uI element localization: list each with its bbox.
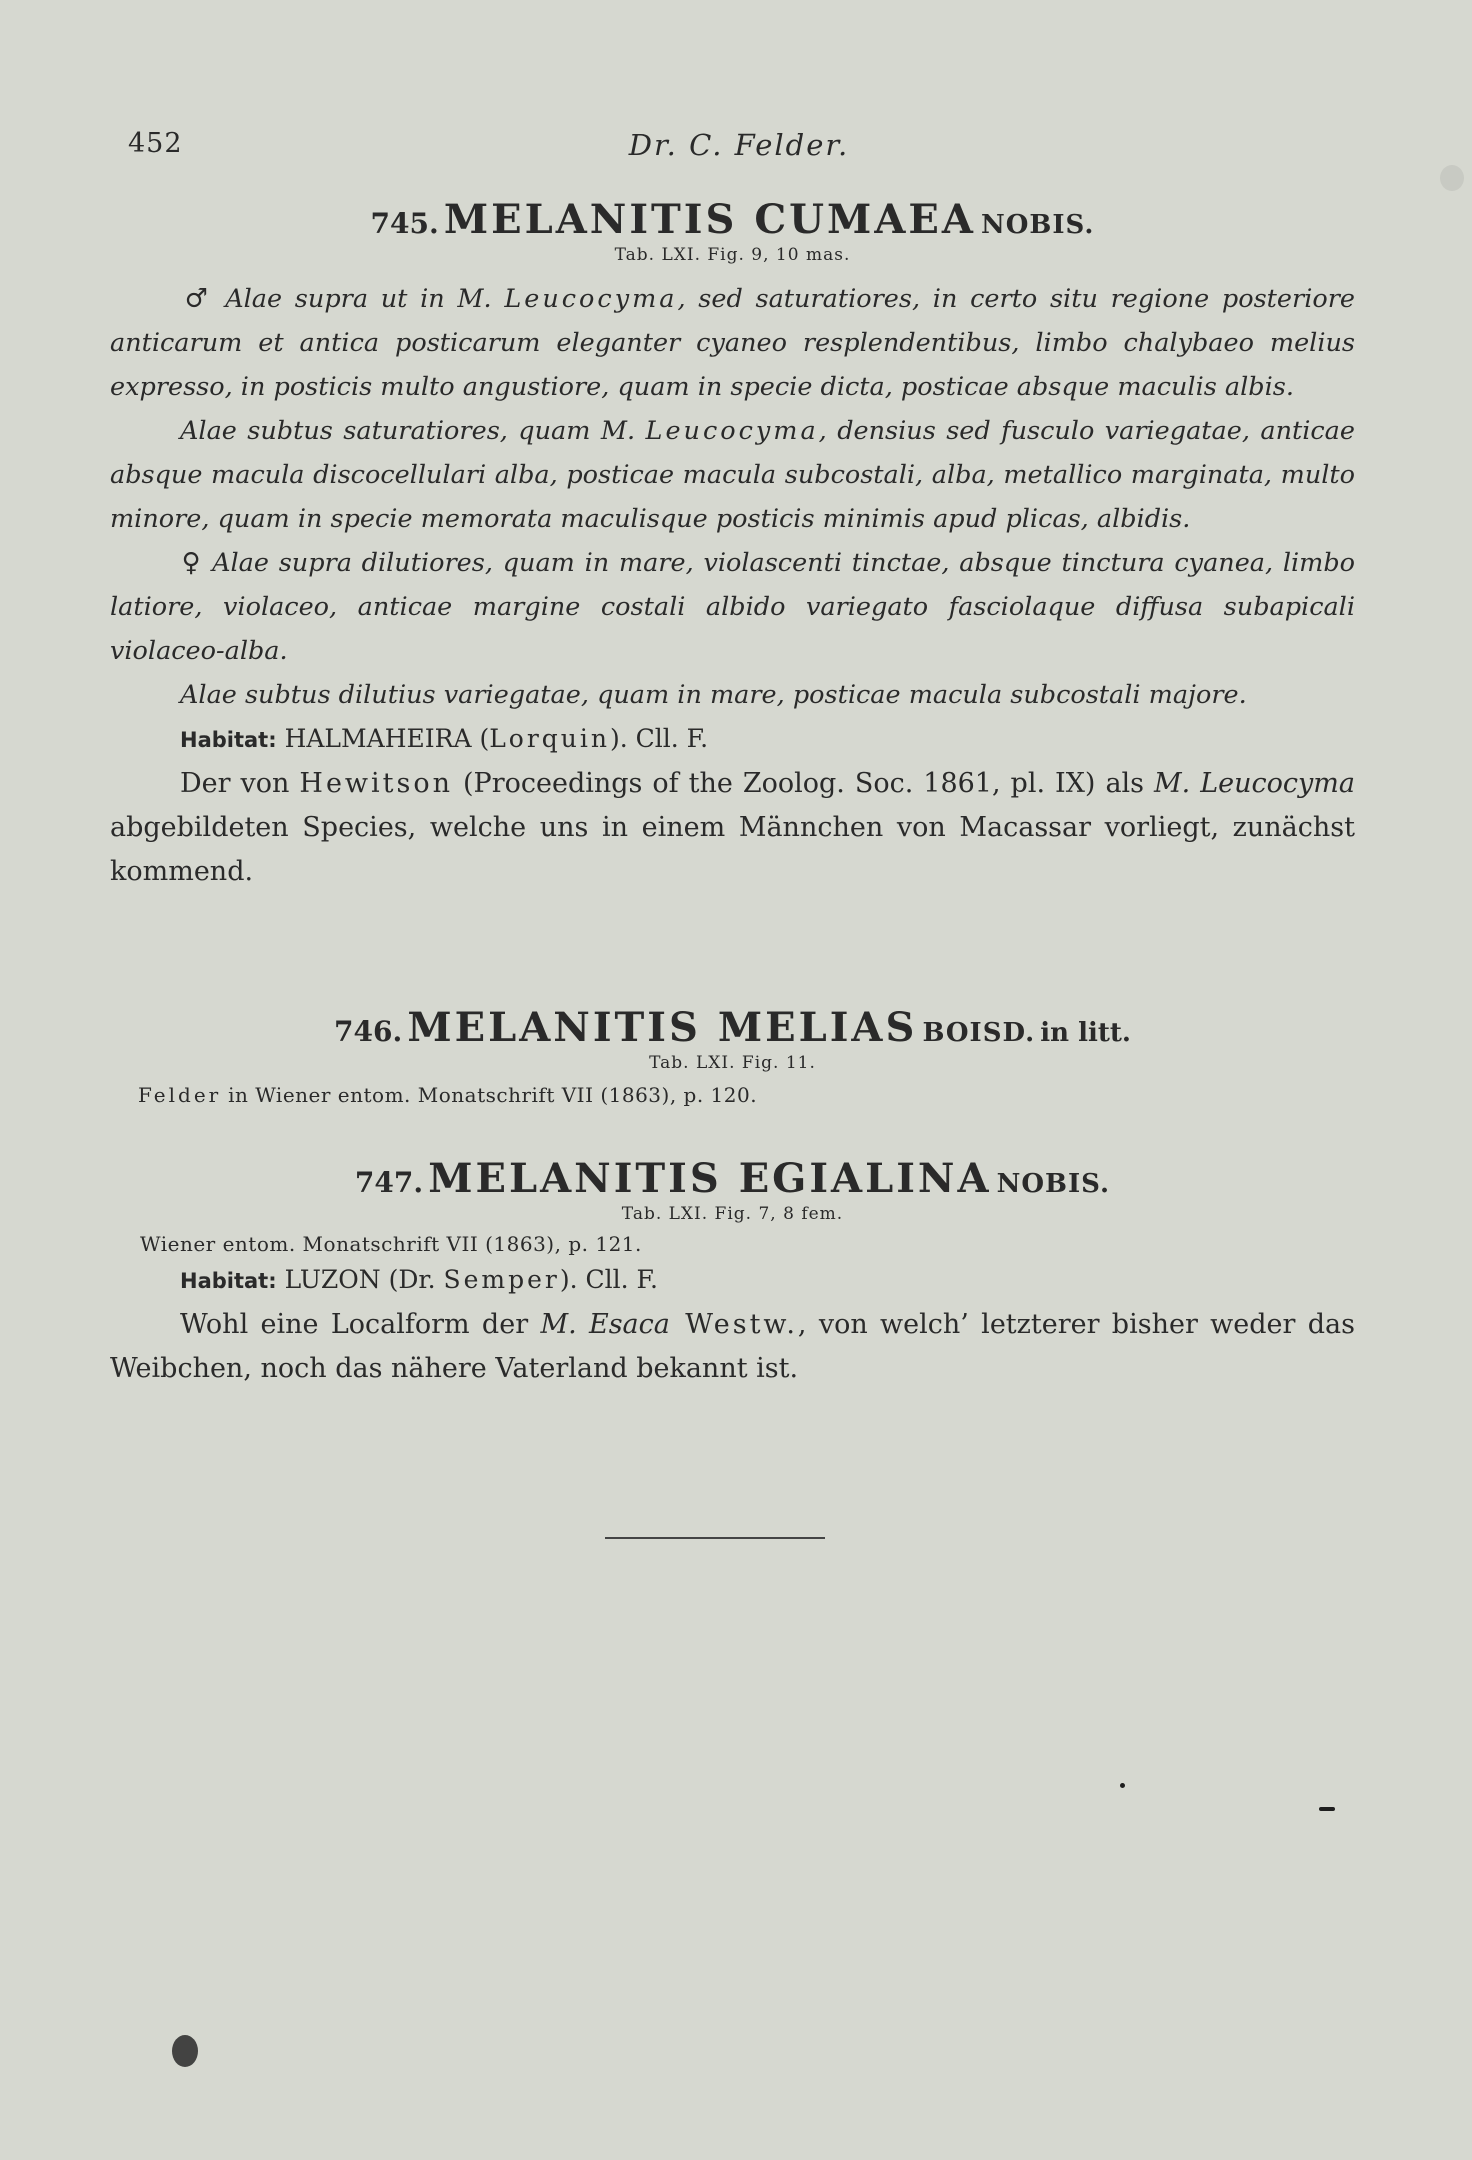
description-male-under: Alae subtus saturatiores, quam M. Leucocyma, densius sed fusculo variegatae, anticae absque macula discocellulari alba, posticae macula subcostali, alba, metallico marginata, multo minore, quam in specie memorata maculisque posticis minimis apud plicas, albidis.: [110, 416, 1355, 534]
habitat-line: Habitat: HALMAHEIRA (Lorquin). Cll. F.: [180, 724, 709, 753]
closing-rule: [605, 1537, 825, 1539]
species-745: [110, 196, 1355, 894]
plate-reference: Tab. LXI. Fig. 11.: [649, 1053, 816, 1073]
female-symbol-icon: ♀: [180, 548, 203, 578]
species-number: 746.: [334, 1015, 403, 1048]
ink-blot: [172, 2035, 198, 2067]
species-746: [110, 1004, 1355, 1107]
page-number: 452: [128, 128, 183, 159]
species-number: 745.: [370, 207, 439, 240]
description-female-upper: ♀ Alae supra dilutiores, quam in mare, violascenti tinctae, absque tinctura cyanea, limbo latiore, violaceo, anticae margine costali albido variegato fasciolaque diffusa subapicali violaceo-alba.: [110, 548, 1356, 666]
habitat-line: Habitat: LUZON (Dr. Semper). Cll. F.: [180, 1265, 658, 1294]
species-745-heading: [110, 196, 1355, 243]
literature-reference: Felder in Wiener entom. Monatschrift VII (1863), p. 120.: [138, 1083, 758, 1107]
species-name: MELANITIS CUMAEA: [443, 196, 976, 243]
remark-german: Wohl eine Localform der M. Esaca Westw., von welch’ letzterer bisher weder das Weibchen, noch das nähere Vaterland bekannt ist.: [110, 1309, 1355, 1384]
running-title: Dr. C. Felder.: [628, 128, 850, 162]
description-female-under: Alae subtus dilutius variegatae, quam in mare, posticae macula subcostali majore.: [180, 680, 1247, 710]
species-name: MELANITIS MELIAS: [407, 1004, 918, 1051]
ink-mark: [1319, 1807, 1335, 1811]
species-author: NOBIS.: [996, 1169, 1111, 1199]
plate-reference: Tab. LXI. Fig. 7, 8 fem.: [621, 1204, 844, 1224]
paper-stain: [1440, 165, 1464, 191]
species-747: [110, 1155, 1355, 1391]
species-number: 747.: [354, 1166, 424, 1199]
remark-german: Der von Hewitson (Proceedings of the Zoolog. Soc. 1861, pl. IX) als M. Leucocyma abgebildeten Species, welche uns in einem Männchen von Macassar vorliegt, zunächst kommend.: [110, 768, 1355, 887]
ink-dot: [1120, 1783, 1125, 1788]
in-litt-note: in litt.: [1040, 1018, 1131, 1048]
species-name: MELANITIS EGIALINA: [428, 1155, 992, 1202]
species-746-heading: [110, 1004, 1355, 1051]
description-male-upper: ♂ Alae supra ut in M. Leucocyma, sed saturatiores, in certo situ regione posteriore anticarum et antica posticarum eleganter cyaneo resplendentibus, limbo chalybaeo melius expresso, in posticis multo angustiore, quam in specie dicta, posticae absque maculis albis.: [110, 284, 1355, 402]
species-747-heading: [110, 1155, 1355, 1202]
literature-reference: Wiener entom. Monatschrift VII (1863), p. 121.: [140, 1232, 642, 1256]
species-author: NOBIS.: [980, 210, 1095, 240]
species-author: BOISD.: [922, 1018, 1036, 1048]
running-head: [128, 128, 1350, 168]
plate-reference: Tab. LXI. Fig. 9, 10 mas.: [614, 245, 851, 265]
male-symbol-icon: ♂: [180, 284, 213, 314]
